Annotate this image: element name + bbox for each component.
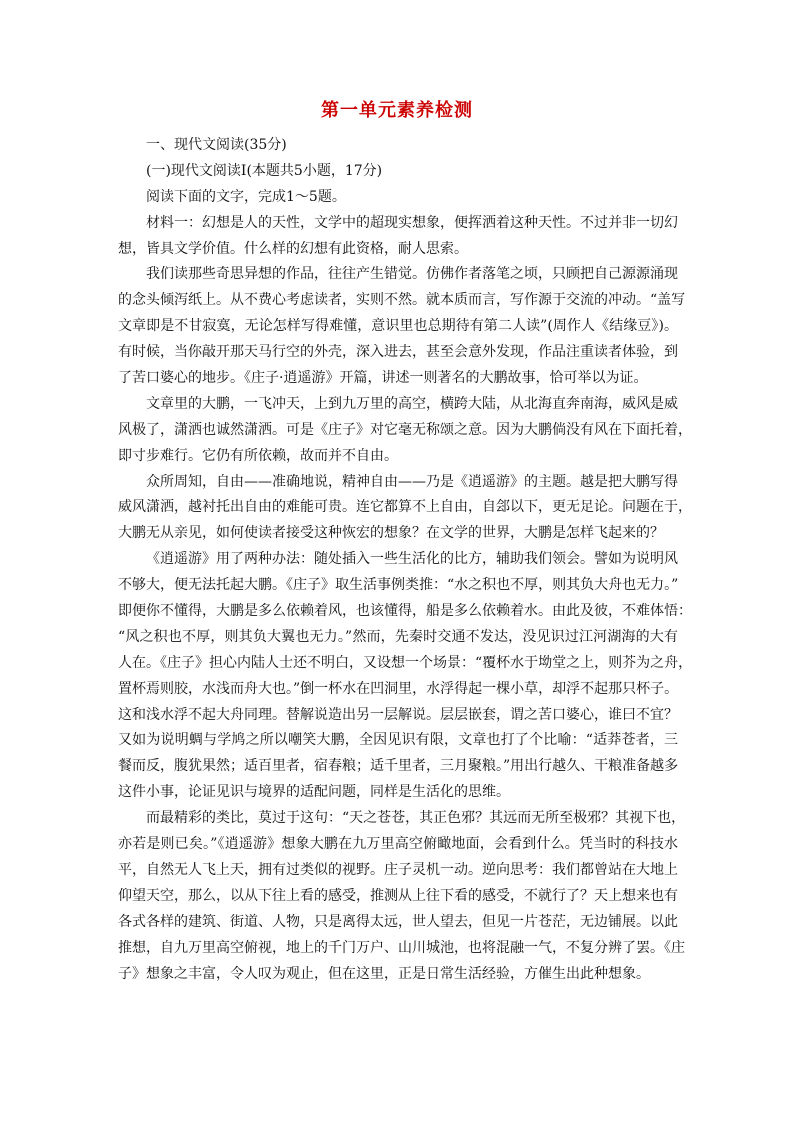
text-line: 阅读下面的文字，完成1～5题。 xyxy=(146,188,346,205)
text-line: 《逍遥游》用了两种办法：随处插入一些生活化的比方，辅助我们领会。譬如为说明风 xyxy=(146,551,678,568)
text-line: 有时候，当你敲开那天马行空的外壳，深入进去，甚至会意外发现，作品注重读者体验，到 xyxy=(118,344,678,361)
text-line: 而最精彩的类比，莫过于这句：“天之苍苍，其正色邪？其远而无所至极邪？其视下也， xyxy=(146,810,686,827)
text-line: 不够大，便无法托起大鹏。《庄子》取生活事例类推：“水之积也不厚，则其负大舟也无力。” xyxy=(118,577,679,594)
text-line: 文章即是不甘寂寞，无论怎样写得难懂，意识里也总期待有第二人读”(周作人《结缘豆》)。 xyxy=(118,318,678,335)
text-line: 风极了，潇洒也诚然潇洒。可是《庄子》对它毫无称颂之意。因为大鹏倘没有风在下面托着， xyxy=(118,421,692,438)
text-line: 又如为说明蜩与学鸠之所以嘲笑大鹏，全因见识有限，文章也打了个比喻：“适莽苍者，三 xyxy=(118,732,678,749)
text-line: 文章里的大鹏，一飞冲天，上到九万里的高空，横跨大陆，从北海直奔南海，威风是威 xyxy=(146,395,678,412)
text-line: 推想，自九万里高空俯视，地上的千门万户、山川城池，也将混融一气，不复分辨了罢。《庄 xyxy=(118,939,685,956)
text-line: 大鹏无从亲见，如何使读者接受这种恢宏的想象？在文学的世界，大鹏是怎样飞起来的？ xyxy=(118,525,664,542)
text-line: 置杯焉则胶，水浅而舟大也。”倒一杯水在凹洞里，水浮得起一棵小草，却浮不起那只杯子。 xyxy=(118,680,679,697)
document-body xyxy=(118,133,693,987)
text-line: “风之积也不厚，则其负大翼也无力。”然而，先秦时交通不发达，没见识过江河湖海的大有 xyxy=(118,628,678,645)
text-line: (一)现代文阅读Ⅰ(本题共5小题，17分) xyxy=(146,162,383,179)
text-line: 威风潇洒，越衬托出自由的难能可贵。连它都算不上自由，自郐以下，更无足论。问题在于， xyxy=(118,499,692,516)
text-line: 我们读那些奇思异想的作品，往往产生错觉。仿佛作者落笔之顷，只顾把自己源源涌现 xyxy=(146,266,678,283)
text-line: 材料一：幻想是人的天性，文学中的超现实想象，便挥洒着这种天性。不过并非一切幻 xyxy=(146,214,678,231)
text-line: 人在。《庄子》担心内陆人士还不明白，又设想一个场景：“覆杯水于坳堂之上，则芥为之舟， xyxy=(118,654,693,671)
text-line: 餐而反，腹犹果然；适百里者，宿春粮；适千里者，三月聚粮。”用出行越久、干粮准备越多 xyxy=(118,758,679,775)
text-line: 子》想象之丰富，令人叹为观止，但在这里，正是日常生活经验，方催生出此种想象。 xyxy=(118,965,650,982)
document-title: 第一单元素养检测 xyxy=(321,100,473,121)
text-line: 一、现代文阅读(35分) xyxy=(146,137,287,153)
text-line: 亦若是则已矣。”《逍遥游》想象大鹏在九万里高空俯瞰地面，会看到什么。凭当时的科技水 xyxy=(118,836,678,853)
text-line: 众所周知，自由——准确地说，精神自由——乃是《逍遥游》的主题。越是把大鹏写得 xyxy=(146,473,678,490)
text-line: 即寸步难行。它仍有所依赖，故而并不自由。 xyxy=(118,447,398,464)
text-line: 的念头倾泻纸上。从不费心考虑读者，实则不然。就本质而言，写作源于交流的冲动。“盖写 xyxy=(118,292,686,309)
text-line: 仰望天空，那么，以从下往上看的感受，推测从上往下看的感受，不就行了？天上想来也有 xyxy=(118,887,678,904)
text-line: 平，自然无人飞上天，拥有过类似的视野。庄子灵机一动。逆向思考：我们都曾站在大地上 xyxy=(118,861,678,878)
text-line: 想，皆具文学价值。什么样的幻想有此资格，耐人思索。 xyxy=(118,240,468,257)
text-line: 这件小事，论证见识与境界的适配问题，同样是生活化的思维。 xyxy=(118,784,510,801)
text-line: 了苦口婆心的地步。《庄子·逍遥游》开篇，讲述一则著名的大鹏故事，恰可举以为证。 xyxy=(118,370,648,387)
text-line: 各式各样的建筑、街道、人物，只是离得太远，世人望去，但见一片苍茫，无边铺展。以此 xyxy=(118,913,678,930)
text-line: 这和浅水浮不起大舟同理。替解说造出另一层解说。层层嵌套，谓之苦口婆心，谁曰不宜？ xyxy=(118,706,678,723)
text-line: 即便你不懂得，大鹏是多么依赖着风，也该懂得，船是多么依赖着水。由此及彼，不难体悟： xyxy=(118,603,692,620)
